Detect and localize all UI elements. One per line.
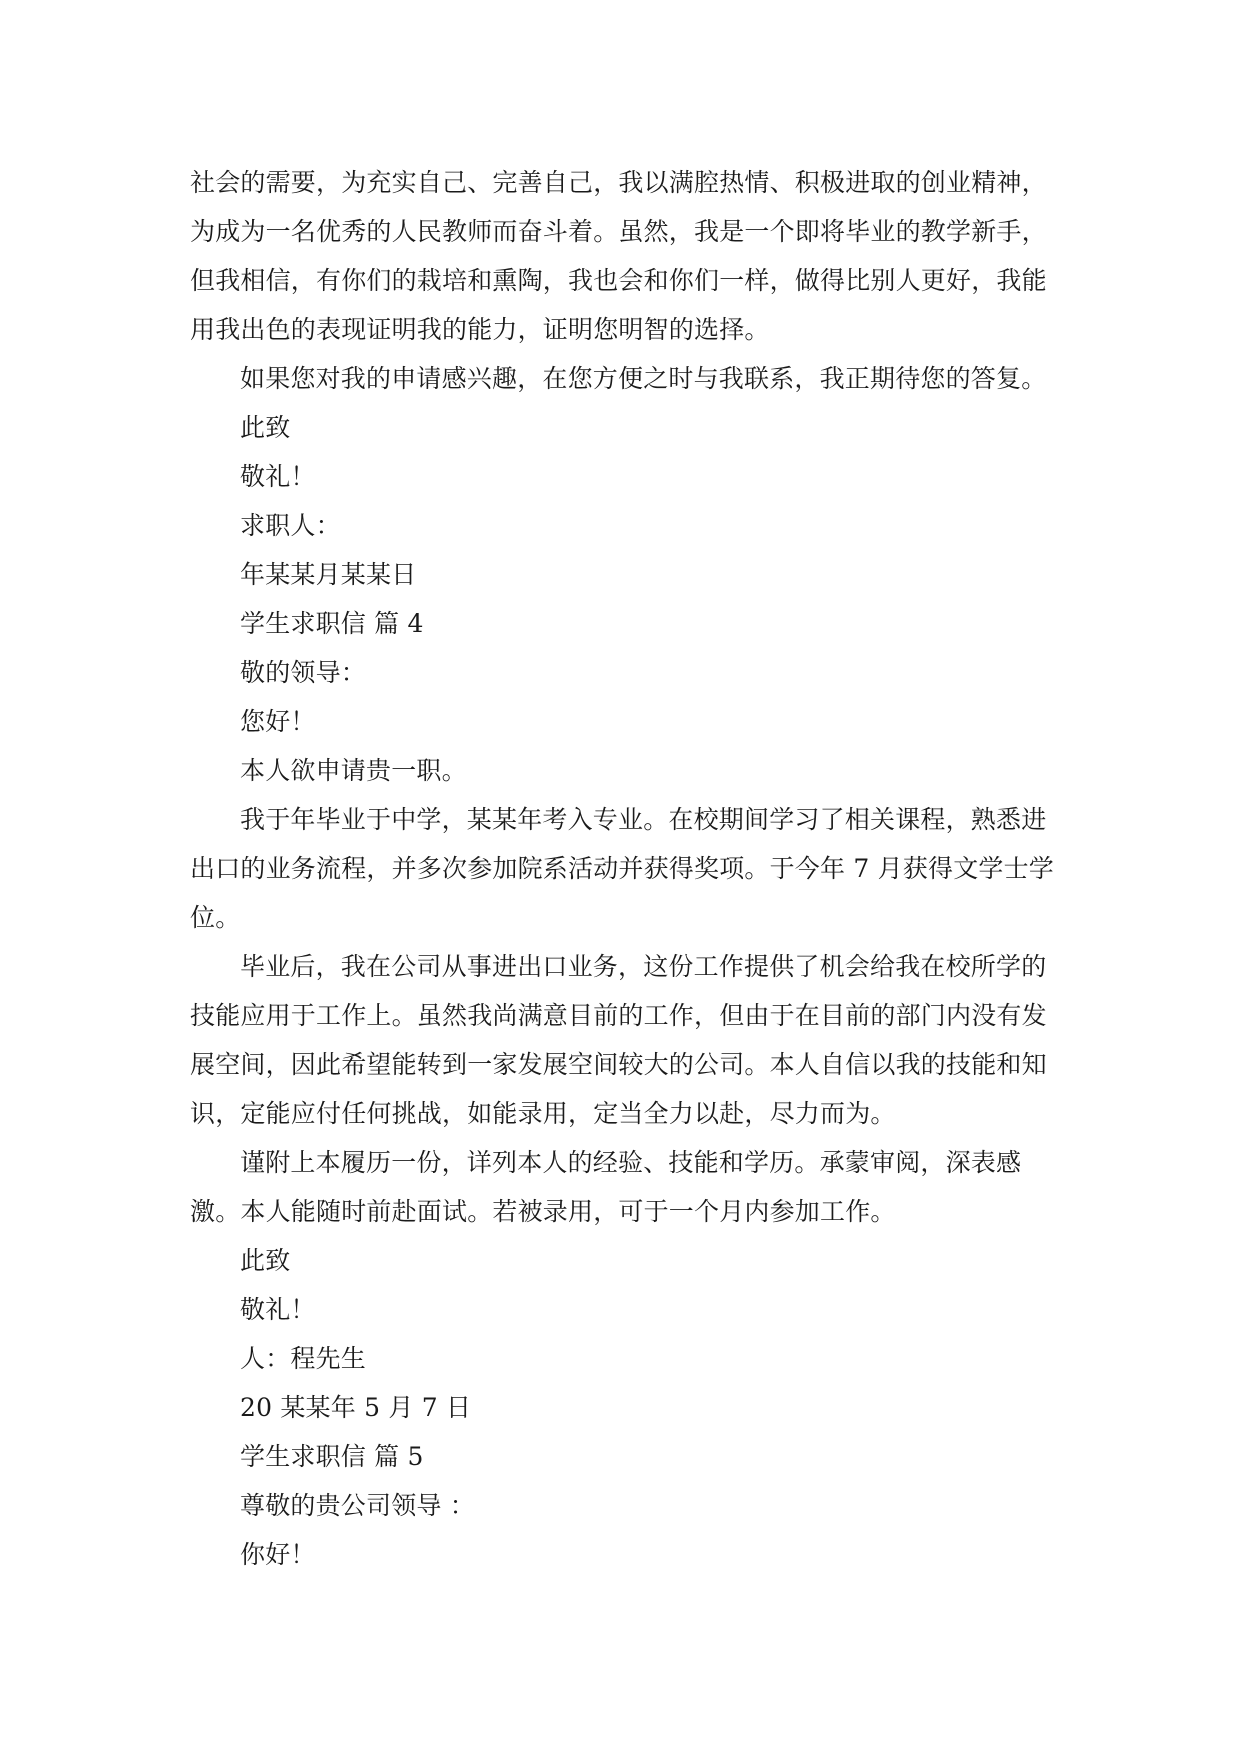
paragraph bbox=[190, 942, 1050, 1138]
paragraph bbox=[190, 501, 1050, 550]
document-body bbox=[190, 158, 1055, 1579]
text-line: 出口的业务流程，并多次参加院系活动并获得奖项。于今年 7 月获得文学士学 bbox=[190, 854, 1055, 883]
text-line: 敬礼！ bbox=[240, 462, 316, 491]
text-line: 学生求职信 篇 4 bbox=[240, 609, 424, 638]
text-line: 20 某某年 5 月 7 日 bbox=[240, 1393, 472, 1422]
paragraph bbox=[190, 550, 1050, 599]
paragraph bbox=[190, 1138, 1050, 1236]
text-line: 你好！ bbox=[240, 1540, 316, 1569]
text-line: 技能应用于工作上。虽然我尚满意目前的工作，但由于在目前的部门内没有发 bbox=[190, 1001, 1047, 1030]
text-line: 但我相信，有你们的栽培和熏陶，我也会和你们一样，做得比别人更好，我能 bbox=[190, 266, 1047, 295]
paragraph bbox=[190, 1285, 1050, 1334]
text-line: 年某某月某某日 bbox=[240, 560, 417, 589]
paragraph bbox=[190, 795, 1055, 942]
paragraph bbox=[190, 452, 1050, 501]
paragraph bbox=[190, 1236, 1050, 1285]
paragraph bbox=[190, 1432, 1050, 1481]
text-line: 此致 bbox=[240, 413, 291, 442]
text-line: 本人欲申请贵一职。 bbox=[240, 756, 467, 785]
text-line: 位。 bbox=[190, 903, 241, 932]
text-line: 为成为一名优秀的人民教师而奋斗着。虽然，我是一个即将毕业的教学新手， bbox=[190, 217, 1047, 246]
text-line: 用我出色的表现证明我的能力，证明您明智的选择。 bbox=[190, 315, 770, 344]
text-line: 激。本人能随时前赴面试。若被录用，可于一个月内参加工作。 bbox=[190, 1197, 896, 1226]
text-line: 尊敬的贵公司领导 ： bbox=[240, 1491, 475, 1520]
text-line: 如果您对我的申请感兴趣，在您方便之时与我联系，我正期待您的答复。 bbox=[240, 364, 1047, 393]
paragraph bbox=[190, 1481, 1050, 1530]
paragraph bbox=[190, 354, 1050, 403]
text-line: 敬礼！ bbox=[240, 1295, 316, 1324]
paragraph bbox=[190, 697, 1050, 746]
text-line: 求职人： bbox=[240, 511, 341, 540]
text-line: 此致 bbox=[240, 1246, 291, 1275]
paragraph bbox=[190, 648, 1050, 697]
paragraph bbox=[190, 1334, 1050, 1383]
paragraph bbox=[190, 1383, 1050, 1432]
text-line: 我于年毕业于中学，某某年考入专业。在校期间学习了相关课程，熟悉进 bbox=[240, 805, 1047, 834]
text-line: 敬的领导： bbox=[240, 658, 367, 687]
text-line: 人：程先生 bbox=[240, 1344, 367, 1373]
text-line: 展空间，因此希望能转到一家发展空间较大的公司。本人自信以我的技能和知 bbox=[190, 1050, 1047, 1079]
text-line: 谨附上本履历一份，详列本人的经验、技能和学历。承蒙审阅，深表感 bbox=[240, 1148, 1022, 1177]
text-line: 学生求职信 篇 5 bbox=[240, 1442, 424, 1471]
text-line: 您好！ bbox=[240, 707, 316, 736]
text-line: 识，定能应付任何挑战，如能录用，定当全力以赴，尽力而为。 bbox=[190, 1099, 896, 1128]
paragraph bbox=[190, 1530, 1050, 1579]
paragraph bbox=[190, 403, 1050, 452]
text-line: 毕业后，我在公司从事进出口业务，这份工作提供了机会给我在校所学的 bbox=[240, 952, 1047, 981]
paragraph bbox=[190, 158, 1050, 354]
paragraph bbox=[190, 599, 1050, 648]
paragraph bbox=[190, 746, 1050, 795]
text-line: 社会的需要，为充实自己、完善自己，我以满腔热情、积极进取的创业精神， bbox=[190, 168, 1047, 197]
